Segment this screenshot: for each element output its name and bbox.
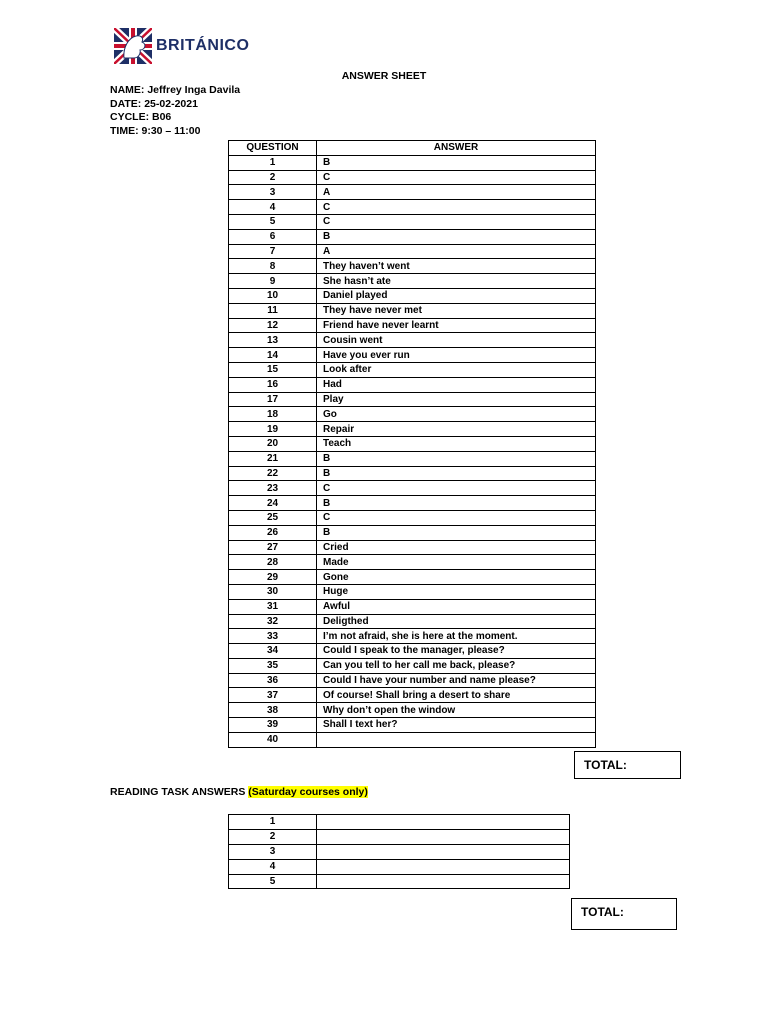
answer-cell: Gone [317,570,596,585]
answer-cell: Cousin went [317,333,596,348]
question-number: 36 [229,673,317,688]
table-row [229,481,596,496]
table-row [229,658,596,673]
total-label: TOTAL: [581,905,624,919]
answer-cell: Can you tell to her call me back, please? [317,658,596,673]
answer-cell: Look after [317,362,596,377]
table-row [229,844,570,859]
reading-answers-table [228,814,570,889]
table-row [229,377,596,392]
answer-cell: Go [317,407,596,422]
question-number: 2 [229,170,317,185]
answer-cell: They haven’t went [317,259,596,274]
table-row [229,829,570,844]
brand-logo [114,28,249,64]
answer-cell: Could I speak to the manager, please? [317,644,596,659]
table-row [229,333,596,348]
question-number: 39 [229,718,317,733]
table-row [229,200,596,215]
question-number: 7 [229,244,317,259]
question-number: 37 [229,688,317,703]
table-row [229,874,570,889]
question-number: 31 [229,599,317,614]
reading-section-title [110,786,368,798]
question-number: 12 [229,318,317,333]
answer-cell: Why don’t open the window [317,703,596,718]
answer-cell [317,844,570,859]
question-number: 35 [229,658,317,673]
table-row [229,570,596,585]
answer-cell: Could I have your number and name please? [317,673,596,688]
exam-cycle: CYCLE: B06 [110,111,172,123]
brand-name: BRITÁNICO [156,37,250,54]
table-row [229,732,596,747]
question-number: 24 [229,496,317,511]
table-row [229,407,596,422]
answer-cell: A [317,185,596,200]
table-row [229,170,596,185]
question-number: 6 [229,229,317,244]
reading-title-highlight: (Saturday courses only) [248,786,368,798]
table-row [229,303,596,318]
question-number: 4 [229,859,317,874]
question-number: 5 [229,214,317,229]
answer-cell: C [317,214,596,229]
table-row [229,274,596,289]
exam-time: TIME: 9:30 – 11:00 [110,124,201,137]
table-row [229,584,596,599]
question-number: 13 [229,333,317,348]
question-number: 20 [229,436,317,451]
question-number: 19 [229,422,317,437]
table-row [229,155,596,170]
table-row [229,718,596,733]
table-row [229,496,596,511]
table-row [229,451,596,466]
question-number: 30 [229,584,317,599]
answer-cell: C [317,200,596,215]
answer-cell: B [317,466,596,481]
answer-cell [317,859,570,874]
column-header-answer: ANSWER [317,141,596,156]
table-row [229,185,596,200]
table-row [229,525,596,540]
question-number: 3 [229,185,317,200]
student-info [110,84,240,138]
question-number: 40 [229,732,317,747]
answer-cell: Repair [317,422,596,437]
table-row [229,644,596,659]
answer-cell: Made [317,555,596,570]
answers-table-header [229,141,596,156]
question-number: 17 [229,392,317,407]
table-row [229,392,596,407]
student-name: NAME: Jeffrey Inga Davila [110,84,241,96]
answer-cell: Friend have never learnt [317,318,596,333]
table-row [229,229,596,244]
question-number: 21 [229,451,317,466]
answer-cell: Huge [317,584,596,599]
question-number: 9 [229,274,317,289]
question-number: 8 [229,259,317,274]
table-row [229,673,596,688]
union-jack-lion-icon [114,28,152,64]
table-row [229,859,570,874]
question-number: 18 [229,407,317,422]
answer-cell [317,829,570,844]
question-number: 1 [229,155,317,170]
table-row [229,318,596,333]
question-number: 22 [229,466,317,481]
table-row [229,599,596,614]
answer-cell: B [317,451,596,466]
question-number: 25 [229,510,317,525]
answer-cell: Teach [317,436,596,451]
question-number: 1 [229,815,317,830]
answer-cell: Deligthed [317,614,596,629]
answer-cell: They have never met [317,303,596,318]
question-number: 10 [229,288,317,303]
table-row [229,436,596,451]
answer-cell: Of course! Shall bring a desert to share [317,688,596,703]
question-number: 28 [229,555,317,570]
answer-cell: Had [317,377,596,392]
question-number: 3 [229,844,317,859]
table-row [229,362,596,377]
answers-table [228,140,596,748]
table-row [229,288,596,303]
answer-cell: She hasn’t ate [317,274,596,289]
answer-cell: B [317,229,596,244]
question-number: 33 [229,629,317,644]
table-row [229,348,596,363]
reading-title-text: READING TASK ANSWERS [110,786,249,798]
table-row [229,555,596,570]
question-number: 34 [229,644,317,659]
table-row [229,614,596,629]
total-box-reading [571,898,677,930]
question-number: 15 [229,362,317,377]
column-header-question: QUESTION [229,141,317,156]
answer-cell: B [317,525,596,540]
answer-cell: Shall I text her? [317,718,596,733]
question-number: 32 [229,614,317,629]
table-row [229,466,596,481]
answer-cell: Play [317,392,596,407]
total-box-answers [574,751,681,779]
table-row [229,815,570,830]
answer-cell: Have you ever run [317,348,596,363]
table-row [229,629,596,644]
answer-cell: Daniel played [317,288,596,303]
question-number: 4 [229,200,317,215]
exam-date: DATE: 25-02-2021 [110,97,198,110]
answer-cell: B [317,155,596,170]
question-number: 23 [229,481,317,496]
table-row [229,688,596,703]
answer-cell: Awful [317,599,596,614]
total-label: TOTAL: [584,758,627,772]
answer-cell: Cried [317,540,596,555]
answer-cell [317,815,570,830]
question-number: 11 [229,303,317,318]
answer-cell [317,874,570,889]
answer-cell: C [317,510,596,525]
question-number: 5 [229,874,317,889]
question-number: 2 [229,829,317,844]
answer-cell: I’m not afraid, she is here at the moment. [317,629,596,644]
page-title: ANSWER SHEET [341,70,427,82]
answer-cell [317,732,596,747]
table-row [229,214,596,229]
table-row [229,510,596,525]
table-row [229,703,596,718]
answer-cell: C [317,481,596,496]
answer-cell: B [317,496,596,511]
question-number: 27 [229,540,317,555]
question-number: 16 [229,377,317,392]
question-number: 14 [229,348,317,363]
question-number: 26 [229,525,317,540]
table-row [229,244,596,259]
question-number: 38 [229,703,317,718]
answer-cell: A [317,244,596,259]
table-row [229,540,596,555]
table-row [229,422,596,437]
answer-cell: C [317,170,596,185]
question-number: 29 [229,570,317,585]
table-row [229,259,596,274]
